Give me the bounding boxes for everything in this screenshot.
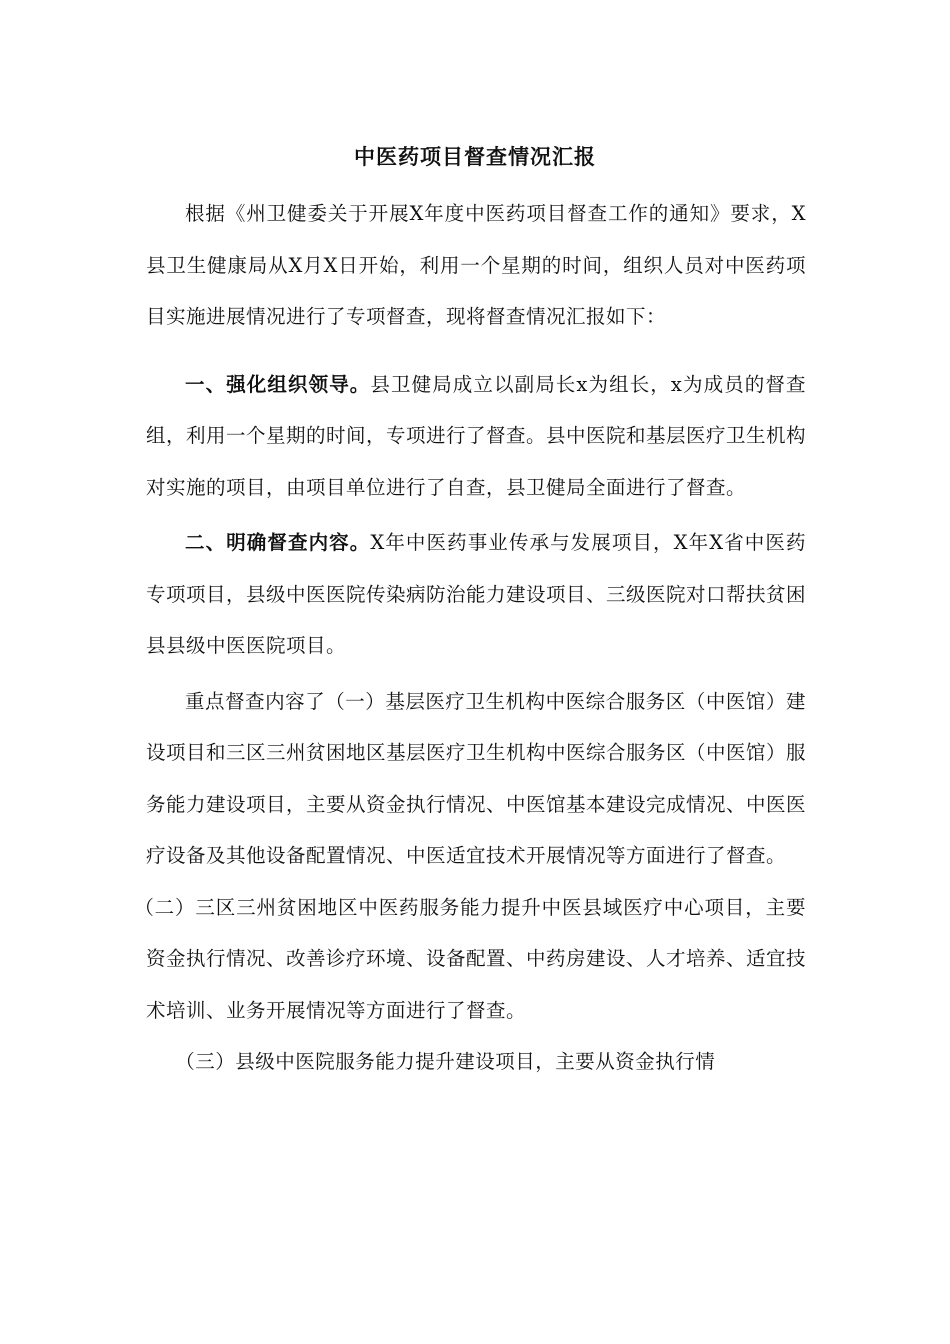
document-body: [134, 188, 807, 1088]
paragraph-content-text: X年中医药事业传承与发展项目，X年X省中医药专项项目，县级中医医院传染病防治能力建设项目、三级医院对口帮扶贫困县县级中医医院项目。: [146, 531, 807, 657]
paragraph-organization: [146, 359, 806, 514]
paragraph-item-two: [134, 882, 807, 1037]
paragraph-key-items-text: 重点督查内容了（一）基层医疗卫生机构中医综合服务区（中医馆）建设项目和三区三州贫困地区基层医疗卫生机构中医综合服务区（中医馆）服务能力建设项目，主要从资金执行情况、中医馆基本建设完成情况、中医医疗设备及其他设备配置情况、中医适宜技术开展情况等方面进行了督查。: [146, 689, 807, 867]
paragraph-item-three: [146, 1036, 806, 1088]
paragraph-item-two-text: （二）三区三州贫困地区中医药服务能力提升中医县域医疗中心项目，主要资金执行情况、改善诊疗环境、设备配置、中药房建设、人才培养、适宜技术培训、业务开展情况等方面进行了督查。: [134, 895, 807, 1022]
paragraph-item-three-text: （三）县级中医院服务能力提升建设项目，主要从资金执行情: [175, 1050, 716, 1073]
section-heading-content: 二、明确督查内容。: [185, 531, 371, 554]
paragraph-intro: [146, 188, 806, 343]
section-heading-organization: 一、强化组织领导。: [185, 372, 371, 396]
document-title: 中医药项目督查情况汇报: [354, 144, 596, 169]
paragraph-content: [146, 517, 806, 672]
paragraph-key-items: [146, 676, 806, 882]
paragraph-intro-text: 根据《州卫健委关于开展X年度中医药项目督查工作的通知》要求，X县卫生健康局从X月X日开始，利用一个星期的时间，组织人员对中医药项目实施进展情况进行了专项督查，现将督查情况汇报如下：: [146, 202, 806, 328]
paragraph-organization-text: 县卫健局成立以副局长x为组长，x为成员的督查组，利用一个星期的时间，专项进行了督查。县中医院和基层医疗卫生机构对实施的项目，由项目单位进行了自查，县卫健局全面进行了督查。: [146, 372, 807, 499]
